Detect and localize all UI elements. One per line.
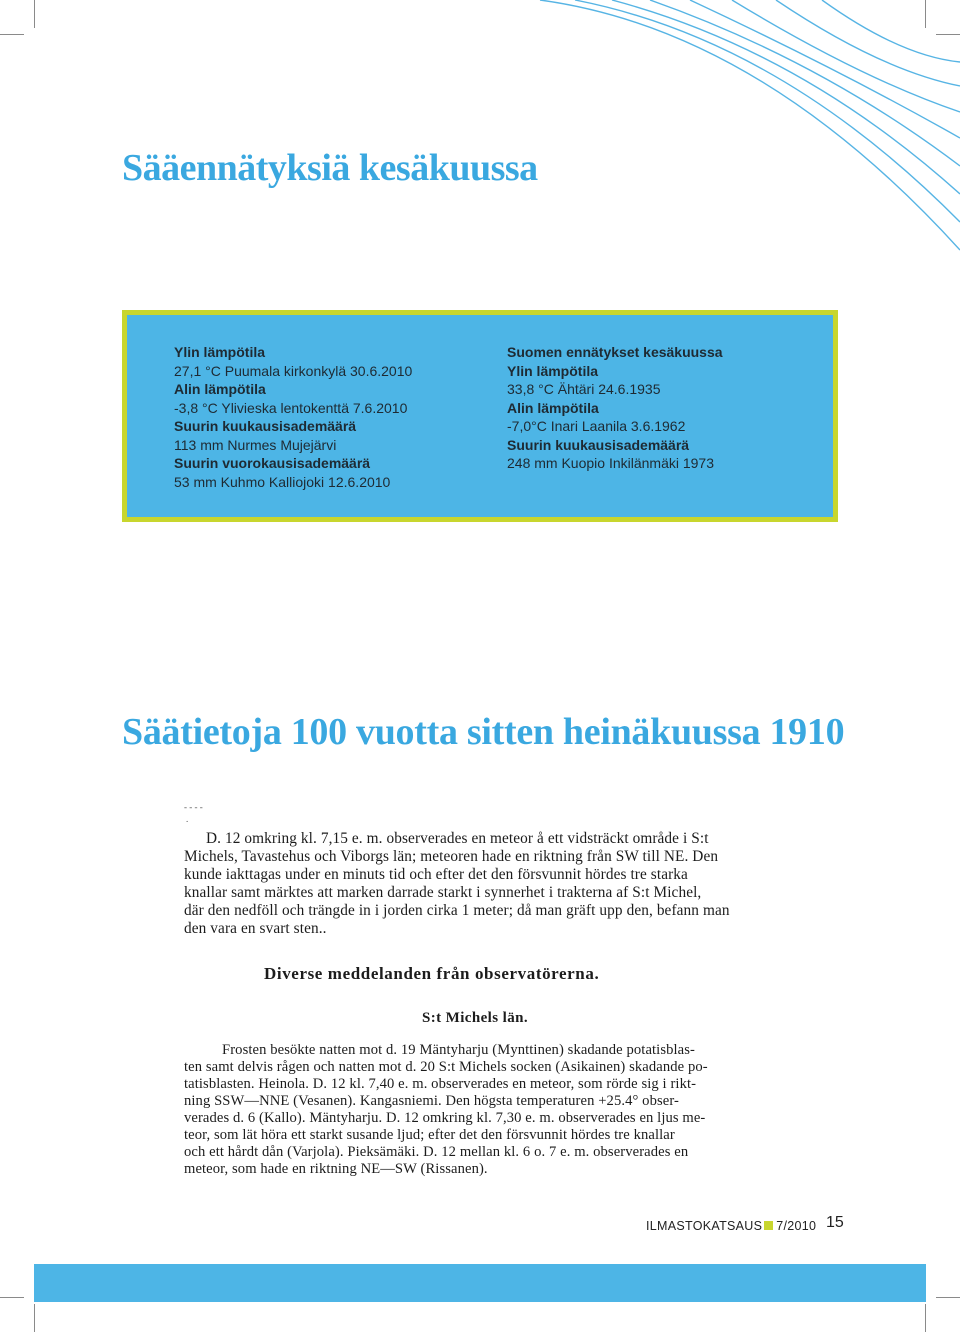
square-bullet-icon: [764, 1221, 773, 1230]
record-value: 27,1 °C Puumala kirkonkylä 30.6.2010: [174, 362, 413, 379]
record-label: Alin lämpötila: [174, 381, 266, 397]
clipping-line: ning SSW—NNE (Vesanen). Kangasniemi. Den högsta temperaturen +25.4° obser-: [184, 1093, 679, 1109]
record-value: 113 mm Nurmes Mujejärvi: [174, 436, 337, 453]
records-right-column: [507, 343, 723, 473]
clipping-line: verades d. 6 (Kallo). Mäntyharju. D. 12 omkring kl. 7,30 e. m. observerades en ljus me-: [184, 1110, 706, 1126]
publication-name: ILMASTOKATSAUS: [646, 1219, 763, 1233]
clipping-line: teor, som lät höra ett starkt susande ljud; efter det den försvunnit hördes tre knallar: [184, 1127, 675, 1143]
clipping-line: den vara en svart sten..: [184, 920, 327, 937]
clipping-line: och ett hårdt dån (Varjola). Pieksämäki. D. 12 mellan kl. 6 o. 7 e. m. observerades en: [184, 1144, 689, 1160]
section-title: Säätietoja 100 vuotta sitten heinäkuussa 1910: [122, 711, 845, 753]
records-left-column: [174, 343, 412, 491]
record-label: Ylin lämpötila: [507, 362, 599, 379]
record-value: 53 mm Kuhmo Kalliojoki 12.6.2010: [174, 473, 391, 490]
scan-mark: - - - -: [184, 802, 203, 812]
page-number: 15: [826, 1214, 844, 1231]
record-label: Ylin lämpötila: [174, 344, 266, 360]
record-label: Suurin vuorokausisademäärä: [174, 455, 371, 471]
clipping-line: D. 12 omkring kl. 7,15 e. m. observerades en meteor å ett vidsträckt område i S:t: [206, 830, 709, 847]
record-value: 248 mm Kuopio Inkilänmäki 1973: [507, 455, 715, 471]
footer-publication: [646, 1219, 816, 1239]
record-label: Suurin kuukausisademäärä: [507, 436, 690, 453]
record-label: Alin lämpötila: [507, 399, 599, 416]
clipping-line: Michels, Tavastehus och Viborgs län; meteoren hade en riktning från SW till NE. Den: [184, 848, 719, 865]
record-value: -7,0°C Inari Laanila 3.6.1962: [507, 418, 686, 434]
record-value: -3,8 °C Ylivieska lentokenttä 7.6.2010: [174, 399, 408, 416]
clipping-line: tatisblasten. Heinola. D. 12 kl. 7,40 e. m. observerades en meteor, som rörde sig i rikt-: [184, 1076, 697, 1092]
records-box: [122, 310, 838, 522]
issue-number: 7/2010: [776, 1219, 817, 1233]
scan-mark: .: [186, 814, 189, 824]
crop-mark-bottom-left-h: [0, 1297, 24, 1298]
bottom-color-band: [34, 1264, 926, 1302]
clipping-heading: Diverse meddelanden från observatörerna.: [264, 964, 600, 983]
page-title: Sääennätyksiä kesäkuussa: [122, 147, 538, 189]
records-right-heading: Suomen ennätykset kesäkuussa: [507, 344, 723, 360]
clipping-line: meteor, som hade en riktning NE—SW (Rissanen).: [184, 1161, 488, 1177]
clipping-line: kunde iakttagas under en minuts tid och efter det den försvunnit hördes tre starka: [184, 866, 688, 883]
record-label: Suurin kuukausisademäärä: [174, 418, 357, 434]
crop-mark-bottom-right-v: [925, 1304, 926, 1332]
record-value: 33,8 °C Ähtäri 24.6.1935: [507, 381, 661, 397]
clipping-subheading: S:t Michels län.: [422, 1010, 528, 1026]
clipping-line: knallar samt märktes att marken darrade starkt i synnerhet i trakterna af S:t Michel,: [184, 884, 702, 901]
crop-mark-bottom-left-v: [34, 1304, 35, 1332]
clipping-line: där den nedföll och trängde in i jorden cirka 1 meter; då man gräft upp den, befann man: [184, 902, 730, 919]
historical-clipping: [178, 800, 812, 1177]
crop-mark-bottom-right-h: [936, 1297, 960, 1298]
clipping-line: ten samt delvis rågen och natten mot d. 20 S:t Michels socken (Asikainen) skadande po-: [184, 1059, 708, 1075]
clipping-line: Frosten besökte natten mot d. 19 Mäntyharju (Mynttinen) skadande potatisblas-: [222, 1042, 695, 1058]
